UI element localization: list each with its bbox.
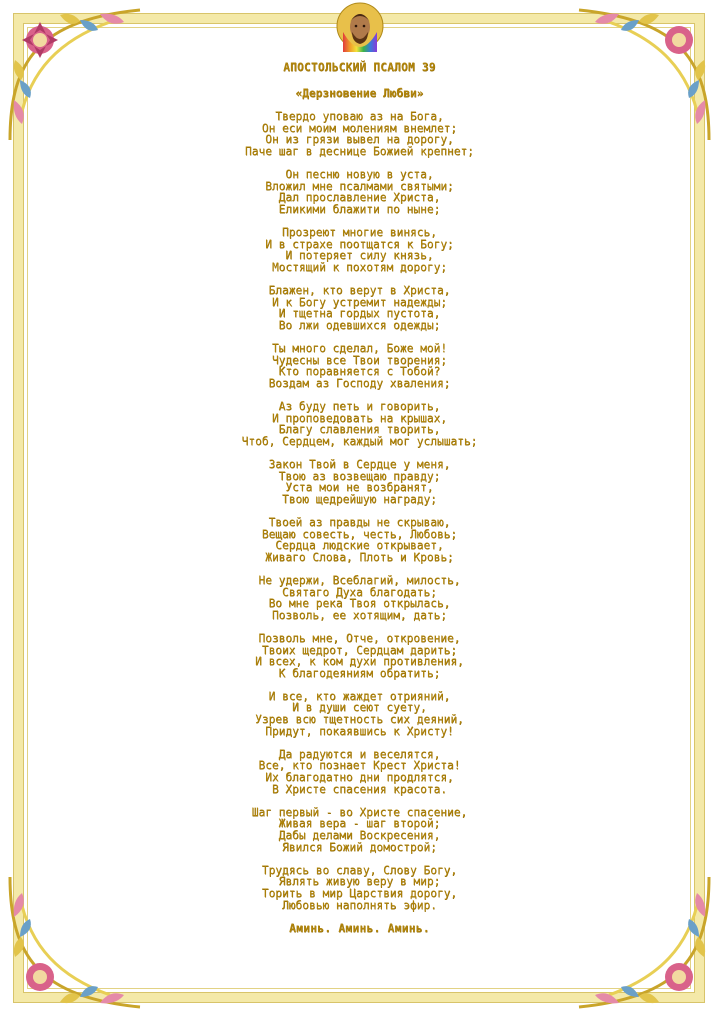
verse-line: Во лжи одевшихся одежды; bbox=[278, 318, 441, 332]
verse-line: К благодеяниям обратить; bbox=[278, 666, 441, 680]
stanzas bbox=[60, 111, 659, 911]
verse-line: И к Богу устремит надежды; bbox=[271, 295, 448, 309]
verse-line: Кто поравняется с Тобой? bbox=[278, 365, 441, 379]
verse-line: И в страхе поотщатся к Богу; bbox=[265, 237, 454, 251]
stanza bbox=[60, 865, 659, 911]
verse-line: Он еси моим молениям внемлет; bbox=[261, 121, 458, 135]
stanza bbox=[60, 169, 659, 215]
verse-line: Шаг первый - во Христе спасение, bbox=[251, 805, 468, 819]
verse-line: И всех, к ком духи противления, bbox=[255, 655, 464, 669]
verse-line: Не удержи, Всеблагий, милость, bbox=[258, 573, 461, 587]
closing-line: Аминь. Аминь. Аминь. bbox=[289, 921, 430, 935]
verse-line: И все, кто жаждет отрияний, bbox=[268, 689, 451, 703]
verse-line: Твоих щедрот, Сердцам дарить; bbox=[261, 643, 458, 657]
stanza bbox=[60, 343, 659, 389]
verse-line: Паче шаг в деснице Божией крепнет; bbox=[244, 144, 474, 158]
stanza bbox=[60, 807, 659, 853]
verse-line: Узрев всю тщетность сих деяний, bbox=[255, 713, 464, 727]
verse-line: И в души сеют суету, bbox=[292, 701, 427, 715]
stanza bbox=[60, 517, 659, 563]
verse-line: Ты много сделал, Боже мой! bbox=[271, 342, 448, 356]
verse-line: Сердца людские открывает, bbox=[275, 539, 444, 553]
verse-line: Любовью наполнять эфир. bbox=[282, 898, 437, 912]
verse-line: Торить в мир Царствия дорогу, bbox=[261, 886, 458, 900]
verse-line: Прозреют многие винясь, bbox=[282, 226, 437, 240]
verse-line: Он из грязи вывел на дорогу, bbox=[265, 133, 454, 147]
verse-line: Явился Божий домострой; bbox=[282, 840, 437, 854]
christ-icon-portrait-icon bbox=[335, 2, 385, 58]
verse-line: Твою аз возвещаю правду; bbox=[278, 469, 441, 483]
verse-line: Уста мои не возбранят, bbox=[285, 481, 434, 495]
stanza bbox=[60, 111, 659, 157]
verse-line: Еликими блажити по ныне; bbox=[278, 202, 441, 216]
stanza bbox=[60, 691, 659, 737]
verse-line: Вложил мне псалмами святыми; bbox=[265, 179, 454, 193]
verse-line: И потеряет силу князь, bbox=[285, 249, 434, 263]
verse-line: Дал прославление Христа, bbox=[278, 191, 441, 205]
verse-line: Являть живую веру в мир; bbox=[278, 875, 441, 889]
stanza bbox=[60, 285, 659, 331]
verse-line: Воздам аз Господу хваления; bbox=[268, 376, 451, 390]
verse-line: Твою щедрейшую награду; bbox=[282, 492, 437, 506]
verse-line: Твердо уповаю аз на Бога, bbox=[275, 110, 444, 124]
verse-line: Он песню новую в уста, bbox=[285, 168, 434, 182]
verse-line: Все, кто познает Крест Христа! bbox=[258, 759, 461, 773]
stanza bbox=[60, 575, 659, 621]
verse-line: Чудесны все Твои творения; bbox=[271, 353, 448, 367]
verse-line: Во мне река Твоя открылась, bbox=[268, 597, 451, 611]
stanza bbox=[60, 227, 659, 273]
verse-line: Их благодатно дни продлятся, bbox=[265, 771, 454, 785]
verse-line: Дабы делами Воскресения, bbox=[278, 829, 441, 842]
stanza bbox=[60, 459, 659, 505]
stanza bbox=[60, 633, 659, 679]
verse-line: Аз буду петь и говорить, bbox=[278, 400, 441, 414]
verse-line: Блажен, кто верут в Христа, bbox=[268, 284, 451, 298]
verse-line: Чтоб, Сердцем, каждый мог услышать; bbox=[241, 434, 478, 448]
verse-line: Позволь, ее хотящим, дать; bbox=[271, 608, 448, 622]
verse-line: Позволь мне, Отче, откровение, bbox=[258, 631, 461, 645]
verse-line: И проповедовать на крышах, bbox=[271, 411, 448, 425]
verse-line: В Христе спасения красота. bbox=[271, 782, 448, 796]
document-title: АПОСТОЛЬСКИЙ ПСАЛОМ 39 bbox=[283, 61, 436, 74]
verse-line: Трудясь во славу, Слову Богу, bbox=[261, 863, 458, 877]
document-subtitle: «Дерзновение Любви» bbox=[295, 86, 424, 100]
stanza bbox=[60, 749, 659, 795]
psalm-content bbox=[60, 62, 659, 934]
stanza bbox=[60, 401, 659, 447]
verse-line: Закон Твой в Сердце у меня, bbox=[268, 458, 451, 471]
verse-line: Святаго Духа благодать; bbox=[282, 585, 437, 599]
verse-line: Благу славления творить, bbox=[278, 423, 441, 437]
verse-line: Придут, покаявшись к Христу! bbox=[265, 724, 454, 738]
verse-line: Вещаю совесть, честь, Любовь; bbox=[261, 527, 458, 541]
verse-line: И тщетна гордых пустота, bbox=[278, 307, 441, 321]
verse-line: Твоей аз правды не скрываю, bbox=[268, 515, 451, 529]
verse-line: Мостящий к похотям дорогу; bbox=[271, 260, 448, 274]
verse-line: Живаго Слова, Плоть и Кровь; bbox=[265, 550, 454, 564]
verse-line: Живая вера - шаг второй; bbox=[278, 817, 441, 831]
verse-line: Да радуются и веселятся, bbox=[278, 747, 441, 761]
